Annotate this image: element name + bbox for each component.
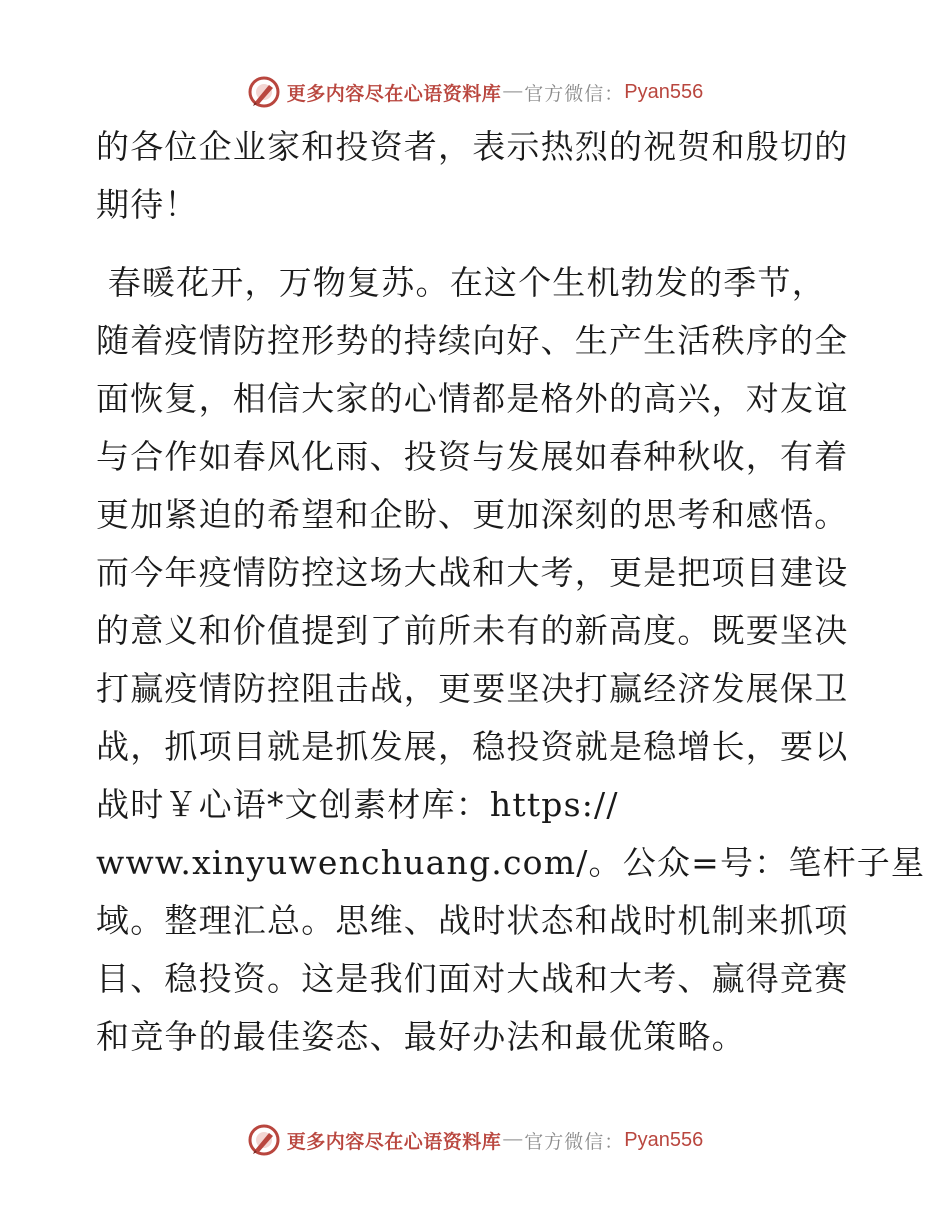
text-line: 更加紧迫的希望和企盼、更加深刻的思考和感悟。 [96, 495, 849, 534]
header-title: 更多内容尽在心语资料库 [286, 82, 502, 105]
pen-logo-icon [247, 75, 281, 109]
text-line: 战时￥心语*文创素材库：https:// [96, 785, 619, 824]
text-line: 打赢疫情防控阻击战，更要坚决打赢经济发展保卫 [96, 669, 849, 708]
header-wechat-id: Pyan556 [624, 80, 704, 103]
pen-logo-icon [247, 1123, 281, 1157]
text-line: 而今年疫情防控这场大战和大考，更是把项目建设 [96, 553, 849, 592]
text-line: 与合作如春风化雨、投资与发展如春种秋收，有着 [96, 437, 849, 476]
paragraph-1 [96, 118, 856, 234]
footer-wechat-id: Pyan556 [624, 1128, 704, 1151]
footer-separator: — [503, 1129, 523, 1150]
header-wechat-label: 官方微信： [524, 82, 625, 105]
header-separator: — [503, 81, 523, 102]
text-line: 随着疫情防控形势的持续向好、生产生活秩序的全 [96, 321, 849, 360]
footer-title: 更多内容尽在心语资料库 [286, 1130, 502, 1153]
text-line: 和竞争的最佳姿态、最好办法和最优策略。 [96, 1017, 746, 1056]
text-line: 期待！ [96, 185, 199, 224]
footer-banner [0, 1120, 950, 1160]
text-line: 面恢复，相信大家的心情都是格外的高兴，对友谊 [96, 379, 849, 418]
text-line: 的各位企业家和投资者，表示热烈的祝贺和殷切的 [96, 127, 849, 166]
text-line: 春暖花开，万物复苏。在这个生机勃发的季节， [96, 263, 826, 302]
document-body [96, 118, 926, 1066]
text-line: 域。整理汇总。思维、战时状态和战时机制来抓项 [96, 901, 849, 940]
footer-wechat-label: 官方微信： [524, 1130, 625, 1153]
text-line: 的意义和价值提到了前所未有的新高度。既要坚决 [96, 611, 849, 650]
text-line: 目、稳投资。这是我们面对大战和大考、赢得竞赛 [96, 959, 849, 998]
text-line: www.xinyuwenchuang.com/。公众=号：笔杆子星 [96, 843, 926, 882]
paragraph-2 [96, 254, 926, 1066]
text-line: 战，抓项目就是抓发展，稳投资就是稳增长，要以 [96, 727, 849, 766]
header-banner [0, 72, 950, 112]
